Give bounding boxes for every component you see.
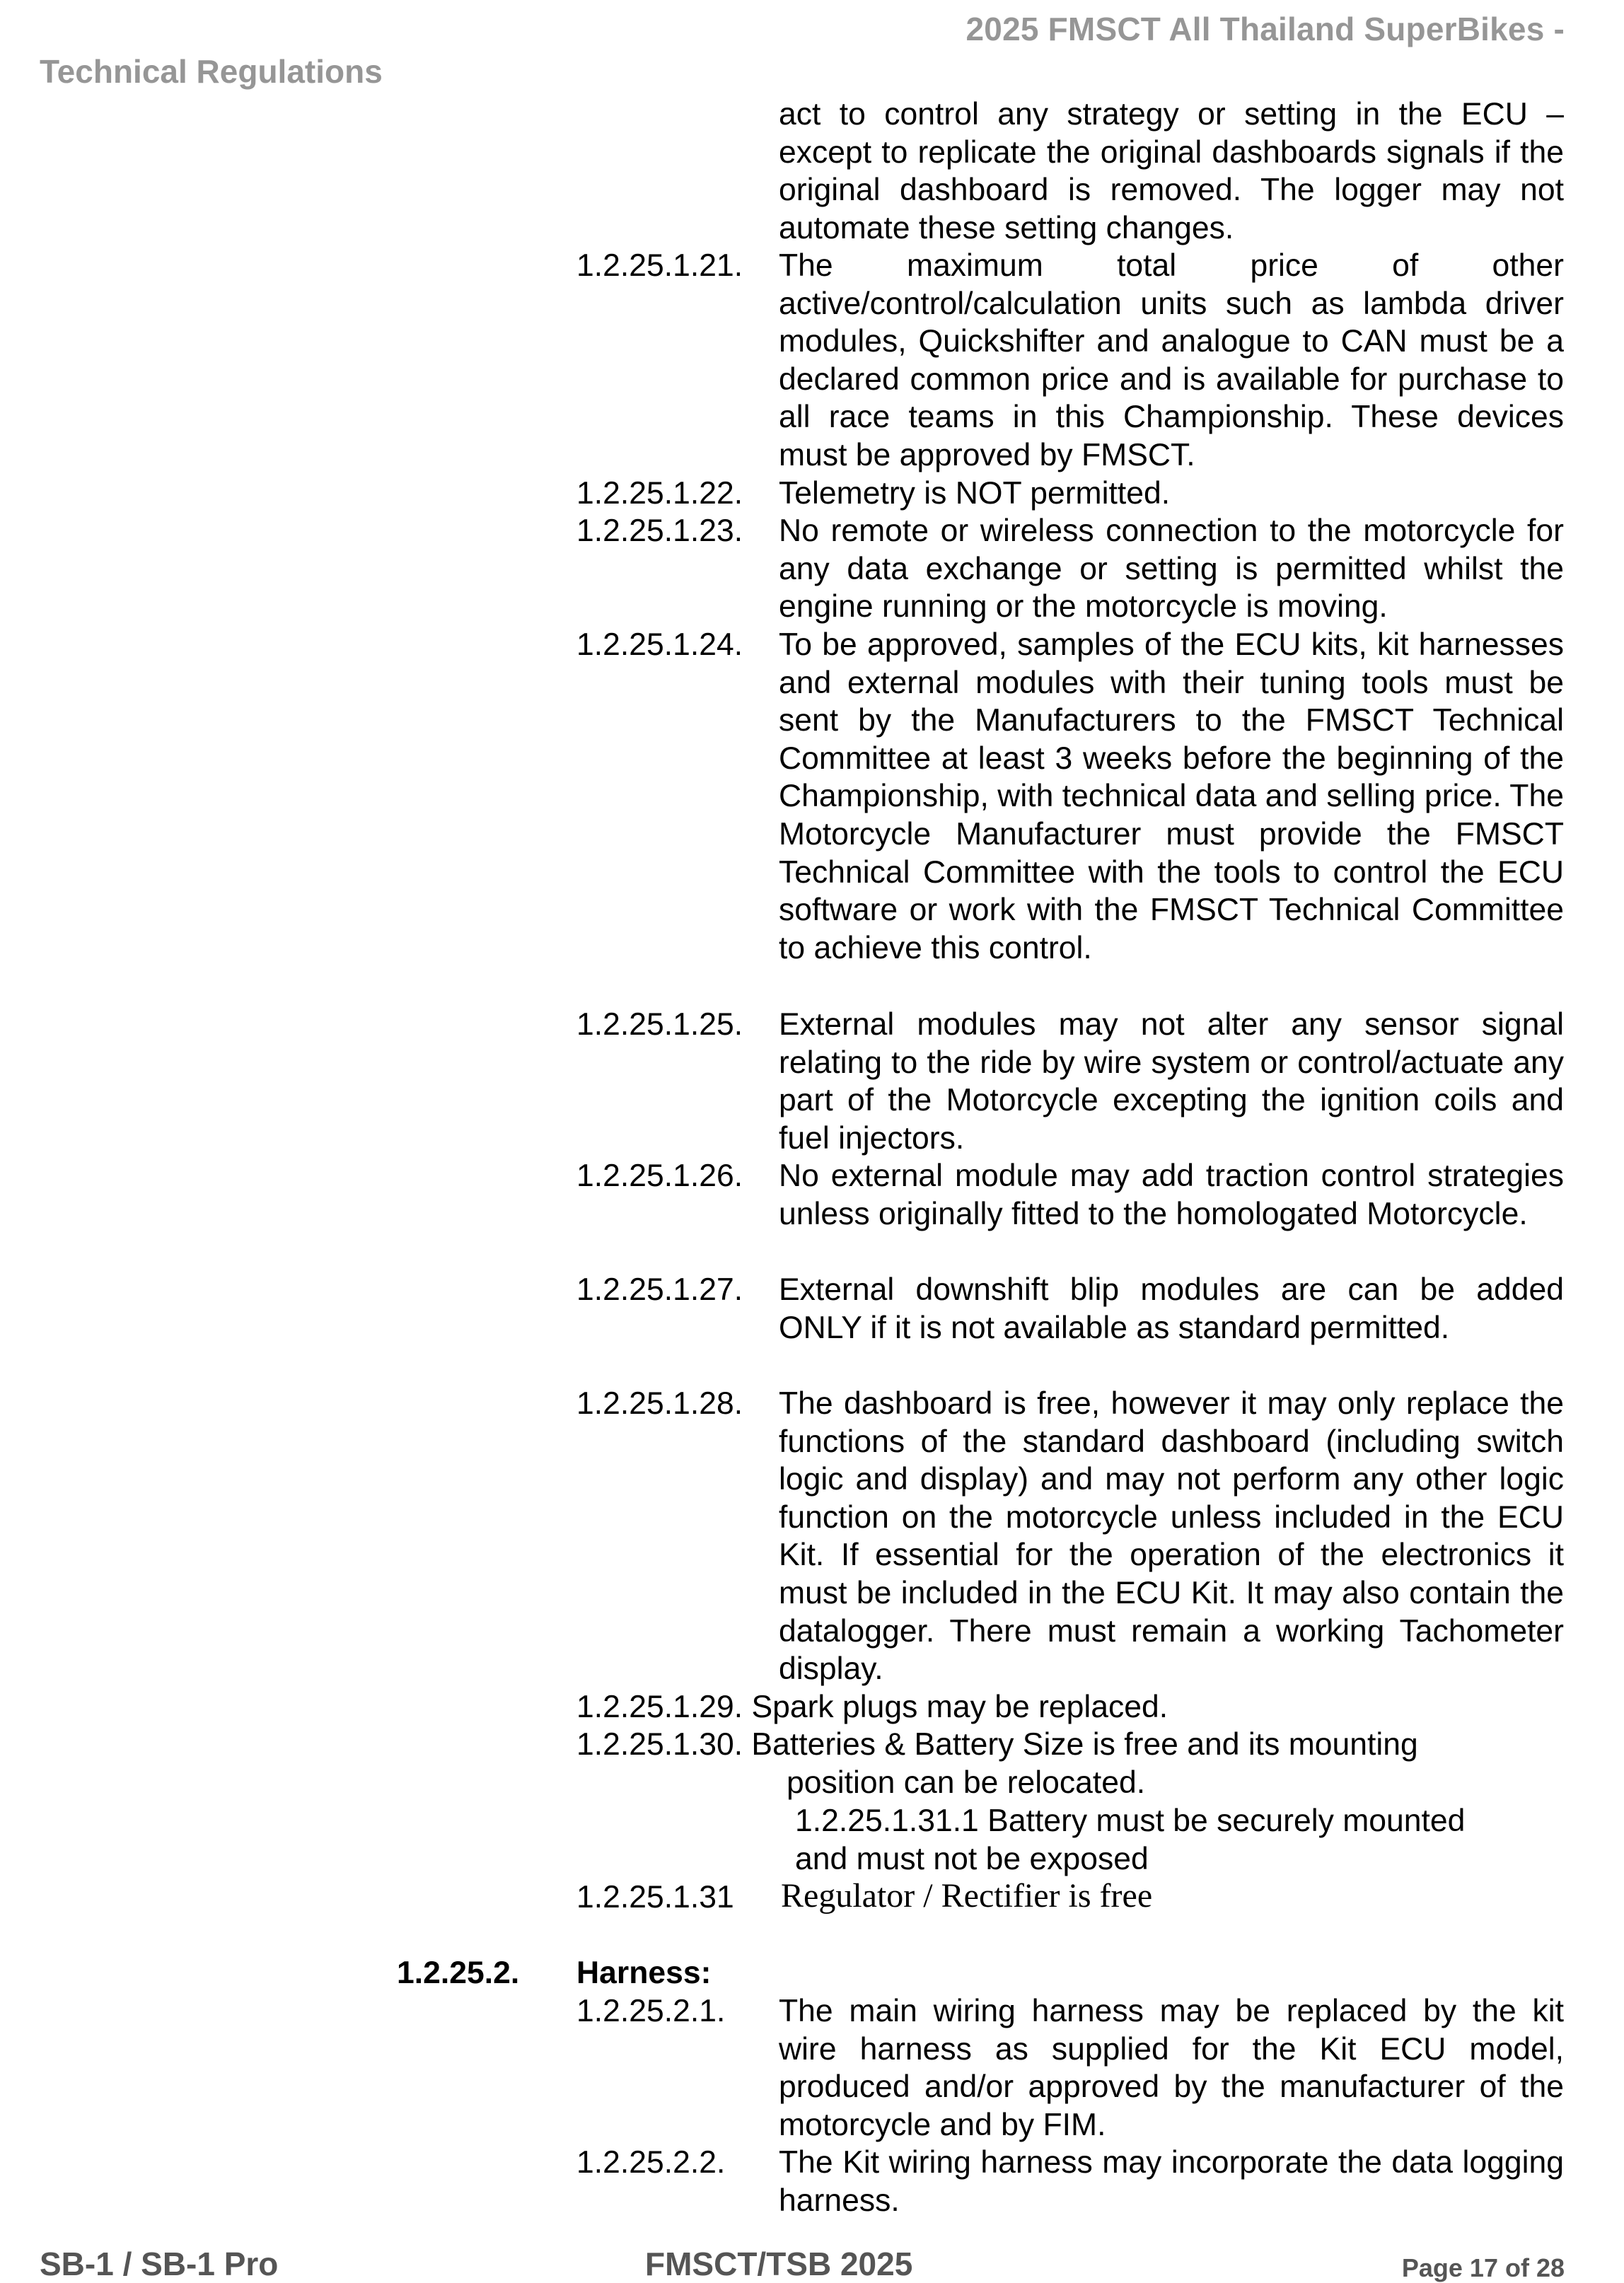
clause-text: Regulator / Rectifier is free <box>781 1877 1153 1915</box>
clause-number: 1.2.25.1.26. <box>576 1158 743 1193</box>
clause-text: The Kit wiring harness may incorporate the data logging harness. <box>779 2145 1564 2218</box>
clause-number: 1.2.25.1.29. <box>576 1690 743 1724</box>
clause-text: The main wiring harness may be replaced by the kit wire harness as supplied for the Kit ECU model, produced and/or approved by the manufacturer of the motorcycle and by FIM. <box>779 1994 1564 2142</box>
clause-number: 1.2.25.2.1. <box>576 1994 726 2028</box>
clause-text: The dashboard is free, however it may only replace the functions of the standard dashboard (including switch logic and display) and may not perform any other logic function on the motorcycle unless included in the ECU Kit. If essential for the operation of the electronics it must be included in the ECU Kit. It may also contain the datalogger. There must remain a working Tachometer display. <box>779 1386 1564 1687</box>
clause-line <box>576 1688 1168 1726</box>
clause-text: External downshift blip modules are can be added ONLY if it is not available as standard permitted. <box>779 1272 1564 1345</box>
clause-number: 1.2.25.1.25. <box>576 1007 743 1042</box>
clause-line-2: and must not be exposed <box>795 1842 1149 1876</box>
document-title: 2025 FMSCT All Thailand SuperBikes - <box>965 11 1565 47</box>
footer-class-label: SB-1 / SB-1 Pro <box>40 2246 279 2282</box>
section-number: 1.2.25.2. <box>397 1956 520 1990</box>
document-subtitle: Technical Regulations <box>40 53 383 90</box>
clause-number: 1.2.25.1.28. <box>576 1386 743 1421</box>
clause-number: 1.2.25.1.21. <box>576 248 743 283</box>
clause-text: To be approved, samples of the ECU kits, kit harnesses and external modules with their tuning tools must be sent by the Manufacturers to the FMSCT Technical Committee at least 3 weeks before the beginning of the Championship, with technical data and selling price. The Motorcycle Manufacturer must provide the FMSCT Technical Committee with the tools to control the ECU software or work with the FMSCT Technical Committee to achieve this control. <box>779 627 1564 965</box>
clause-number: 1.2.25.1.24. <box>576 627 743 662</box>
footer-document-code: FMSCT/TSB 2025 <box>645 2246 913 2282</box>
clause-line-1: 1.2.25.1.31.1 Battery must be securely mounted <box>795 1803 1466 1838</box>
clause-text: Spark plugs may be replaced. <box>751 1690 1168 1724</box>
clause-line-2: position can be relocated. <box>787 1765 1146 1800</box>
clause-number: 1.2.25.2.2. <box>576 2145 726 2180</box>
page-number: Page 17 of 28 <box>1401 2253 1565 2282</box>
clause-number: 1.2.25.1.23. <box>576 513 743 548</box>
clause-number: 1.2.25.1.31 <box>576 1880 734 1915</box>
clause-text: External modules may not alter any sensor signal relating to the ride by wire system or control/actuate any part of the Motorcycle excepting the ignition coils and fuel injectors. <box>779 1007 1564 1156</box>
clause-line-1: 1.2.25.1.30. Batteries & Battery Size is free and its mounting <box>576 1727 1418 1762</box>
clause-text: No external module may add traction control strategies unless originally fitted to the homologated Motorcycle. <box>779 1158 1564 1231</box>
clause-number: 1.2.25.1.22. <box>576 476 743 511</box>
clause-text: Telemetry is NOT permitted. <box>779 476 1171 511</box>
clause-text: No remote or wireless connection to the motorcycle for any data exchange or setting is permitted whilst the engine running or the motorcycle is moving. <box>779 513 1564 625</box>
section-title: Harness: <box>576 1956 712 1990</box>
clause-number: 1.2.25.1.27. <box>576 1272 743 1307</box>
clause-text: act to control any strategy or setting in the ECU – except to replicate the original dashboards signals if the original dashboard is removed. The logger may not automate these setting changes. <box>779 97 1564 245</box>
clause-text: The maximum total price of other active/control/calculation units such as lambda driver modules, Quickshifter and analogue to CAN must be a declared common price and is available for purchase to all race teams in this Championship. These devices must be approved by FMSCT. <box>779 248 1564 472</box>
